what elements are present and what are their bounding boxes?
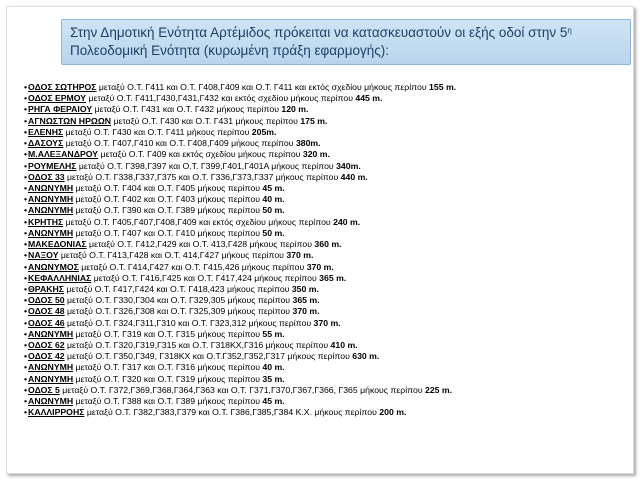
street-name: ΚΑΛΛΙΡΡΟΗΣ [28, 407, 85, 418]
bullet-mark: • [24, 149, 28, 160]
street-description: μεταξύ Ο.Τ. Γ320 και Ο.Τ. Γ319 μήκους περίπου [73, 373, 263, 384]
street-description: μεταξύ Ο.Τ. Γ413,Γ428 και Ο.Τ. 414,Γ427 μήκους περίπου [58, 250, 287, 261]
road-item [24, 172, 624, 183]
street-length: 35 m. [262, 373, 285, 384]
bullet-mark: • [24, 362, 28, 373]
bullet-mark: • [24, 138, 28, 149]
street-length: 630 m. [352, 351, 380, 362]
road-item [24, 306, 624, 317]
street-description: μεταξύ Ο.Τ. Γ411 και Ο.Τ. Γ408,Γ409 και Ο.Τ. Γ411 και εκτός σχεδίου μήκους περίπου [96, 82, 430, 92]
street-name: ΟΔΟΣ ΕΡΜΟΥ [28, 93, 87, 104]
road-item [24, 161, 624, 172]
street-description: μεταξύ Ο.Τ. Γ407,Γ410 και Ο.Τ. Γ408,Γ409 μήκους περίπου [63, 138, 296, 149]
street-name: ΑΝΩΝΥΜΗ [28, 396, 74, 407]
street-name: ΟΔΟΣ 48 [28, 306, 65, 317]
title-line-2: Πολεοδομική Ενότητα (κυρωμένη πράξη εφαρμογής): [70, 43, 390, 58]
street-length: 320 m. [302, 149, 330, 160]
road-item [24, 205, 624, 216]
street-name: ΔΑΣΟΥΣ [28, 138, 64, 149]
street-description: μεταξύ Ο.Τ. Γ330,Γ304 και Ο.Τ. Γ329,305 μήκους περίπου [64, 295, 293, 306]
road-item [24, 284, 624, 295]
street-name: ΟΔΟΣ 33 [28, 171, 65, 182]
road-item [24, 228, 624, 239]
bullet-mark: • [24, 82, 28, 92]
bullet-mark: • [24, 115, 28, 126]
road-item [24, 407, 624, 418]
street-length: 225 m. [425, 384, 453, 395]
street-length: 370 m. [306, 261, 334, 272]
street-description: μεταξύ Ο.Τ. Γ319 και Ο.Τ. Γ315 μήκους περίπου [73, 328, 263, 339]
bullet-mark: • [24, 205, 28, 216]
street-name: ΟΔΟΣ ΣΩΤΗΡΟΣ [28, 82, 97, 92]
bullet-mark: • [24, 216, 28, 227]
street-name: ΜΑΚΕΔΟΝΙΑΣ [28, 239, 87, 250]
bullet-mark: • [24, 373, 28, 384]
street-name: ΑΝΩΝΥΜΗ [28, 205, 74, 216]
street-description: μεταξύ Ο.Τ. Γ405,Γ407,Γ408,Γ409 και εκτός σχεδίου μήκους περίπου [63, 216, 334, 227]
street-name: ΟΔΟΣ 42 [28, 351, 65, 362]
slide-title [61, 19, 631, 65]
bullet-mark: • [24, 351, 28, 362]
road-item [24, 149, 624, 160]
bullet-mark: • [24, 306, 28, 317]
road-item [24, 295, 624, 306]
bullet-mark: • [24, 283, 28, 294]
street-description: μεταξύ Ο.Τ. Γ404 και Ο.Τ. Γ405 μήκους περίπου [73, 182, 263, 193]
street-name: ΚΡΗΤΗΣ [28, 216, 64, 227]
street-length: 240 m. [333, 216, 361, 227]
street-name: ΘΡΑΚΗΣ [28, 283, 64, 294]
bullet-mark: • [24, 160, 28, 171]
street-length: 50 m. [262, 205, 285, 216]
road-item [24, 217, 624, 228]
street-description: μεταξύ Ο.Τ. Γ409 και εκτός σχεδίου μήκους περίπου [98, 149, 303, 160]
road-item [24, 385, 624, 396]
street-name: ΑΝΩΝΥΜΗ [28, 182, 74, 193]
street-length: 205m. [251, 126, 277, 137]
road-item [24, 362, 624, 373]
street-description: μεταξύ Ο.Τ. Γ411,Γ430,Γ431,Γ432 και εκτός σχεδίου μήκους περίπου [86, 93, 356, 104]
street-description: μεταξύ Ο.Τ. Γ402 και Ο.Τ. Γ403 μήκους περίπου [73, 194, 263, 205]
street-length: 200 m. [379, 407, 407, 418]
street-name: ΑΓΝΩΣΤΩΝ ΗΡΩΩΝ [28, 115, 112, 126]
street-name: ΑΝΩΝΥΜΟΣ [28, 261, 79, 272]
road-list [24, 82, 624, 419]
road-item [24, 329, 624, 340]
street-length: 360 m. [314, 239, 342, 250]
street-description: μεταξύ Ο.Τ. Γ430 και Ο.Τ. Γ431 μήκους περίπου [111, 115, 301, 126]
title-superscript: η [567, 26, 572, 35]
street-length: 380m. [295, 138, 321, 149]
street-name: ΑΝΩΝΥΜΗ [28, 227, 74, 238]
street-description: μεταξύ Ο.Τ. Γ430 και Ο.Τ. Γ411 μήκους περίπου [63, 126, 252, 137]
street-description: μεταξύ Ο.Τ. Γ326,Γ308 και Ο.Τ. Γ325,309 μήκους περίπου [64, 306, 293, 317]
street-length: 340m. [336, 160, 361, 171]
street-length: 175 m. [300, 115, 328, 126]
bullet-mark: • [24, 272, 28, 283]
street-name: ΑΝΩΝΥΜΗ [28, 373, 74, 384]
street-length: 40 m. [262, 194, 285, 205]
street-name: ΑΝΩΝΥΜΗ [28, 328, 74, 339]
street-name: ΟΔΟΣ 62 [28, 340, 65, 351]
road-item [24, 374, 624, 385]
road-item [24, 351, 624, 362]
street-name: Μ.ΑΛΕΞΑΝΔΡΟΥ [28, 149, 99, 160]
street-name: ΡΗΓΑ ΦΕΡΑΙΟΥ [28, 104, 93, 115]
bullet-mark: • [24, 126, 28, 137]
title-line-1: Στην Δημοτική Ενότητα Αρτέμιδος πρόκειται να κατασκευαστούν οι εξής οδοί στην 5 [70, 25, 568, 40]
street-description: μεταξύ Ο.Τ. Γ320,Γ319,Γ315 και Ο.Τ. Γ318ΚΧ,Γ316 μήκους περίπου [64, 340, 331, 351]
street-length: 370 m. [313, 317, 341, 328]
road-item [24, 262, 624, 273]
street-description: μεταξύ Ο.Τ. Γ350,Γ349, Γ318ΚΧ και Ο.Τ.Γ352,Γ352,Γ317 μήκους περίπου [64, 351, 353, 362]
bullet-mark: • [24, 171, 28, 182]
street-length: 50 m. [262, 227, 285, 238]
street-description: μεταξύ Ο.Τ. Γ417,Γ424 και Ο.Τ. Γ418,423 μήκους περίπου [64, 283, 292, 294]
street-length: 410 m. [330, 340, 358, 351]
bullet-mark: • [24, 182, 28, 193]
street-name: ΟΔΟΣ 46 [28, 317, 65, 328]
bullet-mark: • [24, 93, 28, 104]
street-name: ΑΝΩΝΥΜΗ [28, 362, 74, 373]
street-description: μεταξύ Ο.Τ. Γ412,Γ429 και Ο.Τ. 413,Γ428 μήκους περίπου [86, 239, 315, 250]
street-description: μεταξύ Ο.Τ. Γ382,Γ383,Γ379 και Ο.Τ. Γ386,Γ385,Γ384 Κ.Χ. μήκους περίπου [84, 407, 380, 418]
street-name: ΚΕΦΑΛΛΗΝΙΑΣ [28, 272, 92, 283]
bullet-mark: • [24, 261, 28, 272]
street-name: ΟΔΟΣ 5 [28, 384, 60, 395]
bullet-mark: • [24, 227, 28, 238]
road-item [24, 93, 624, 104]
street-description: μεταξύ Ο.Τ. Γ388 και Ο.Τ. Γ389 μήκους περίπου [73, 396, 263, 407]
street-length: 365 m. [319, 272, 347, 283]
bullet-mark: • [24, 396, 28, 407]
street-description: μεταξύ Ο.Τ. Γ431 και Ο.Τ. Γ432 μήκους περίπου [92, 104, 282, 115]
road-item [24, 340, 624, 351]
street-description: μεταξύ Ο.Τ. Γ414,Γ427 και Ο.Τ. Γ415,426 μήκους περίπου [78, 261, 307, 272]
road-item [24, 116, 624, 127]
street-name: ΡΟΥΜΕΛΗΣ [28, 160, 77, 171]
street-length: 45 m. [262, 182, 285, 193]
street-name: ΑΝΩΝΥΜΗ [28, 194, 74, 205]
road-item [24, 273, 624, 284]
road-item [24, 138, 624, 149]
street-length: 370 m. [292, 306, 320, 317]
street-name: ΟΔΟΣ 50 [28, 295, 65, 306]
street-length: 350 m. [291, 283, 319, 294]
street-length: 155 m. [429, 82, 457, 92]
street-description: μεταξύ Ο.Τ. Γ317 και Ο.Τ. Γ316 μήκους περίπου [73, 362, 263, 373]
street-description: μεταξύ Ο.Τ. Γ390 και Ο.Τ. Γ389 μήκους περίπου [73, 205, 263, 216]
bullet-mark: • [24, 194, 28, 205]
bullet-mark: • [24, 295, 28, 306]
road-item [24, 82, 624, 93]
street-description: μεταξύ Ο.Τ. Γ324,Γ311,Γ310 και Ο.Τ. Γ323,312 μήκους περίπου [64, 317, 314, 328]
street-length: 55 m. [262, 328, 285, 339]
bullet-mark: • [24, 340, 28, 351]
road-item [24, 396, 624, 407]
road-item [24, 239, 624, 250]
street-length: 45 m. [262, 396, 285, 407]
street-description: μεταξύ Ο.Τ. Γ416,Γ425 και Ο.Τ. Γ417,424 μήκους περίπου [91, 272, 320, 283]
street-length: 370 m. [286, 250, 314, 261]
street-description: μεταξύ Ο.Τ. Γ338,Γ337,Γ375 και Ο.Τ. Γ336,Γ373,Γ337 μήκους περίπου [64, 171, 341, 182]
bullet-mark: • [24, 250, 28, 261]
road-item [24, 183, 624, 194]
street-description: μεταξύ Ο.Τ. Γ398,Γ397 και Ο.Τ. Γ399,Γ401,Γ401Α μήκους περίπου [76, 160, 337, 171]
street-length: 445 m. [355, 93, 383, 104]
bullet-mark: • [24, 239, 28, 250]
road-item [24, 250, 624, 261]
bullet-mark: • [24, 104, 28, 115]
bullet-mark: • [24, 384, 28, 395]
street-length: 365 m. [292, 295, 320, 306]
road-item [24, 318, 624, 329]
street-length: 440 m. [340, 171, 368, 182]
road-item [24, 104, 624, 115]
street-name: ΕΛΕΝΗΣ [28, 126, 64, 137]
road-item [24, 194, 624, 205]
bullet-mark: • [24, 407, 28, 418]
street-description: μεταξύ Ο.Τ. Γ407 και Ο.Τ. Γ410 μήκους περίπου [73, 227, 263, 238]
street-description: μεταξύ Ο.Τ. Γ372,Γ369,Γ368,Γ364,Γ363 και Ο.Τ. Γ371,Γ370,Γ367,Γ366, Γ365 μήκους περίπου [59, 384, 426, 395]
street-length: 120 m. [281, 104, 309, 115]
bullet-mark: • [24, 328, 28, 339]
bullet-mark: • [24, 317, 28, 328]
street-length: 40 m. [262, 362, 285, 373]
road-item [24, 127, 624, 138]
street-name: ΝΑΞΟΥ [28, 250, 59, 261]
